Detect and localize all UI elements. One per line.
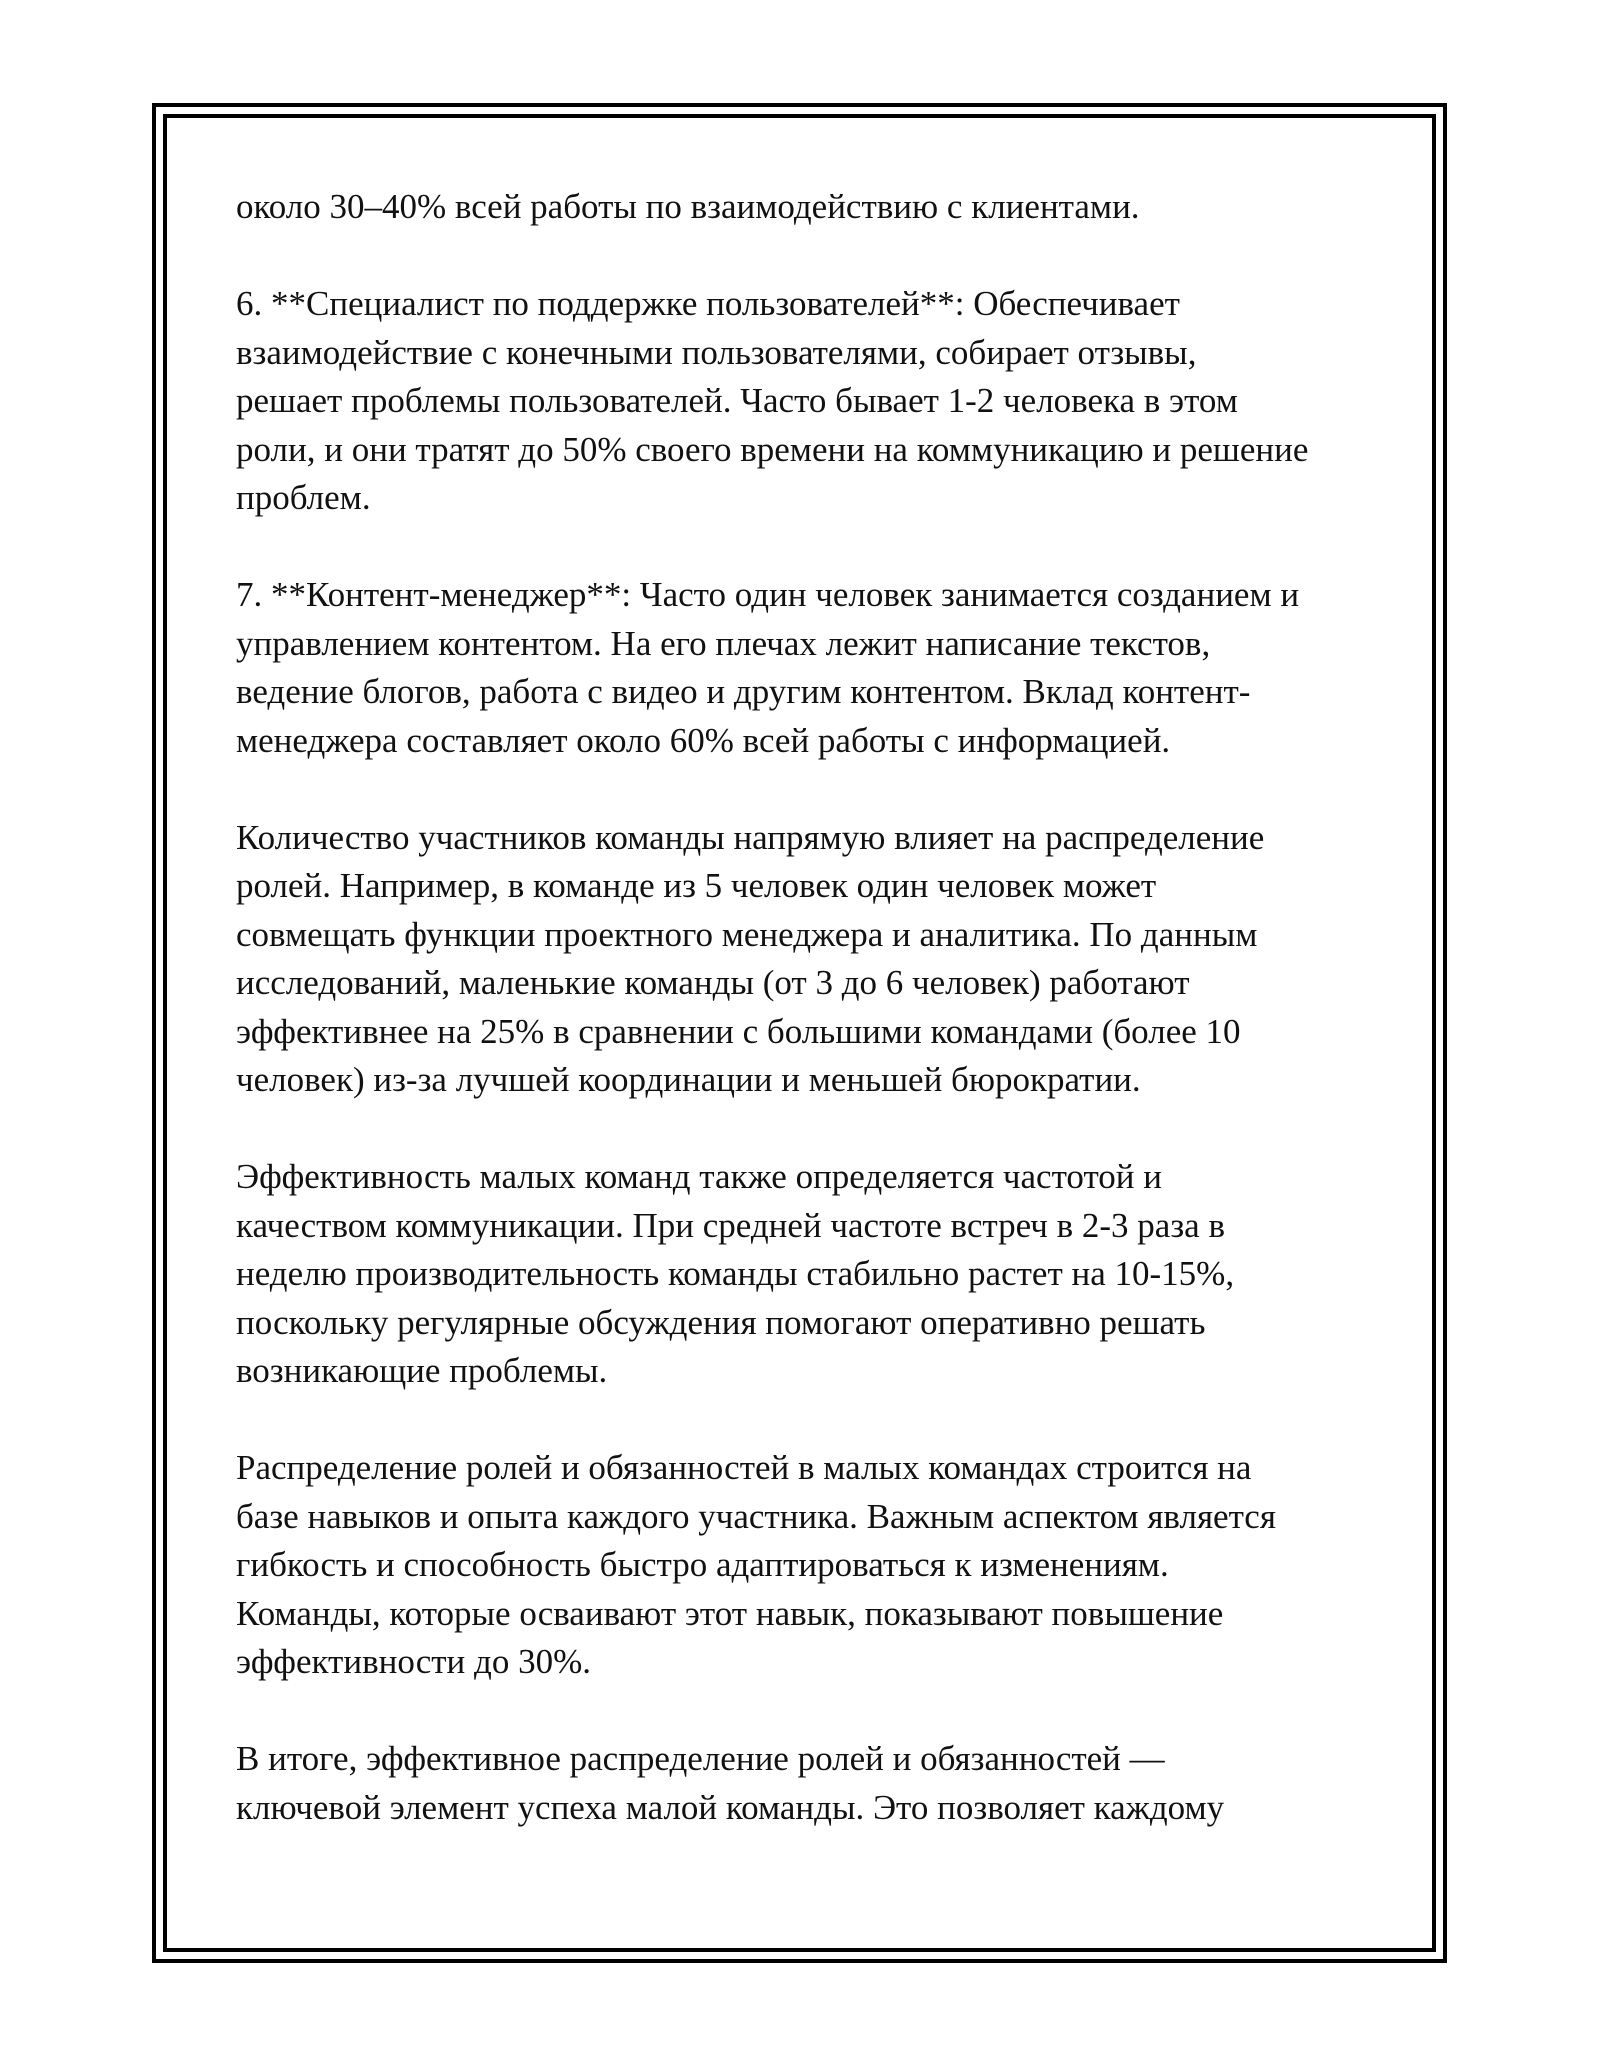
paragraph bbox=[236, 814, 1386, 1105]
text-line: ключевой элемент успеха малой команды. Это позволяет каждому bbox=[236, 1787, 1225, 1827]
text-line: исследований, маленькие команды (от 3 до 6 человек) работают bbox=[236, 963, 1190, 1002]
text-line: Распределение ролей и обязанностей в малых командах строится на bbox=[236, 1448, 1252, 1487]
text-line: 7. **Контент-менеджер**: Часто один человек занимается созданием и bbox=[236, 575, 1300, 614]
paragraph bbox=[236, 1735, 1386, 1832]
text-line: управлением контентом. На его плечах лежит написание текстов, bbox=[236, 623, 1211, 663]
text-line: базе навыков и опыта каждого участника. Важным аспектом является bbox=[236, 1496, 1276, 1536]
text-line: поскольку регулярные обсуждения помогают оперативно решать bbox=[236, 1302, 1206, 1342]
document-body bbox=[236, 183, 1386, 1832]
text-line: ведение блогов, работа с видео и другим контентом. Вклад контент- bbox=[236, 672, 1251, 711]
text-line: эффективности до 30%. bbox=[236, 1642, 591, 1681]
text-line: В итоге, эффективное распределение ролей и обязанностей — bbox=[236, 1739, 1165, 1778]
text-line: гибкость и способность быстро адаптироваться к изменениям. bbox=[236, 1545, 1169, 1584]
text-line: совмещать функции проектного менеджера и аналитика. По данным bbox=[236, 914, 1258, 954]
text-line: роли, и они тратят до 50% своего времени на коммуникацию и решение bbox=[236, 429, 1309, 469]
paragraph bbox=[236, 1153, 1386, 1396]
paragraph bbox=[236, 280, 1386, 523]
text-line: около 30–40% всей работы по взаимодействию с клиентами. bbox=[236, 187, 1140, 226]
text-line: Эффективность малых команд также определяется частотой и bbox=[236, 1157, 1163, 1196]
text-line: Команды, которые осваивают этот навык, показывают повышение bbox=[236, 1593, 1224, 1633]
paragraph bbox=[236, 1444, 1386, 1687]
text-line: человек) из-за лучшей координации и меньшей бюрократии. bbox=[236, 1060, 1141, 1099]
text-line: Количество участников команды напрямую влияет на распределение bbox=[236, 817, 1265, 857]
text-line: взаимодействие с конечными пользователями, собирает отзывы, bbox=[236, 332, 1197, 372]
text-line: решает проблемы пользователей. Часто бывает 1-2 человека в этом bbox=[236, 381, 1238, 420]
paragraph bbox=[236, 571, 1386, 765]
text-line: проблем. bbox=[236, 478, 371, 517]
text-line: менеджера составляет около 60% всей работы с информацией. bbox=[236, 720, 1171, 760]
text-line: неделю производительность команды стабильно растет на 10-15%, bbox=[236, 1254, 1235, 1293]
text-line: 6. **Специалист по поддержке пользователей**: Обеспечивает bbox=[236, 284, 1180, 323]
text-line: ролей. Например, в команде из 5 человек один человек может bbox=[236, 866, 1157, 905]
paragraph bbox=[236, 183, 1386, 232]
text-line: эффективнее на 25% в сравнении с большими командами (более 10 bbox=[236, 1011, 1241, 1051]
text-line: возникающие проблемы. bbox=[236, 1351, 608, 1390]
text-line: качеством коммуникации. При средней частоте встреч в 2-3 раза в bbox=[236, 1205, 1225, 1245]
